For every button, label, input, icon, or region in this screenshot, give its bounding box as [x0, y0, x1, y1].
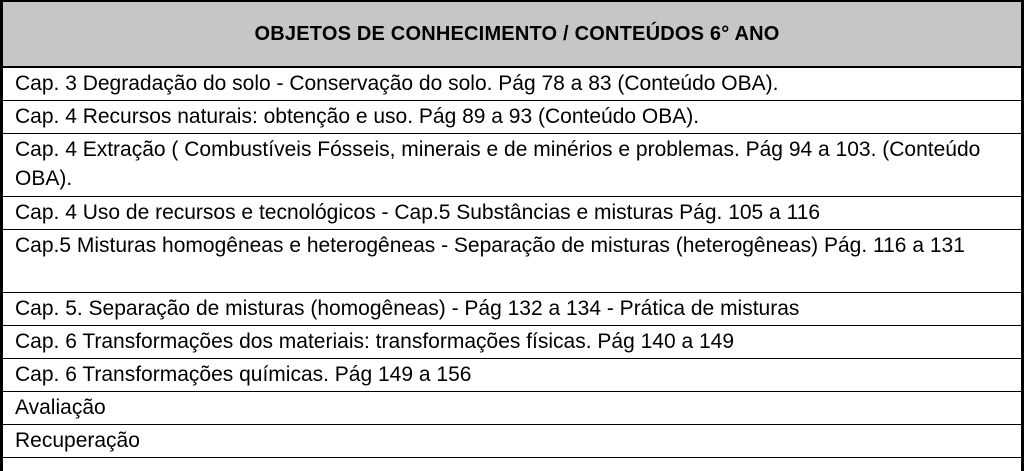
table-row: Cap. 3 Degradação do solo - Conservação do solo. Pág 78 a 83 (Conteúdo OBA).: [3, 68, 1021, 101]
table-row: Cap. 6 Transformações químicas. Pág 149 a 156: [3, 359, 1021, 392]
table-row: Cap. 5. Separação de misturas (homogêneas) - Pág 132 a 134 - Prática de misturas: [3, 293, 1021, 326]
table-header: OBJETOS DE CONHECIMENTO / CONTEÚDOS 6° ANO: [3, 2, 1021, 68]
table-row: Avaliação: [3, 392, 1021, 425]
table-row: Cap. 4 Recursos naturais: obtenção e uso. Pág 89 a 93 (Conteúdo OBA).: [3, 101, 1021, 134]
table-row: Cap. 4 Uso de recursos e tecnológicos - Cap.5 Substâncias e misturas Pág. 105 a 116: [3, 197, 1021, 230]
table-row: Cap. 6 Transformações dos materiais: transformações físicas. Pág 140 a 149: [3, 326, 1021, 359]
table-row: Recuperação: [3, 425, 1021, 458]
table-row: Cap. 4 Extração ( Combustíveis Fósseis, minerais e de minérios e problemas. Pág 94 a 103. (Conteúdo OBA).: [3, 134, 1021, 197]
table-row: Cap.5 Misturas homogêneas e heterogêneas - Separação de misturas (heterogêneas) Pág. 116 a 131: [3, 230, 1021, 293]
table-row-empty: [3, 458, 1021, 471]
